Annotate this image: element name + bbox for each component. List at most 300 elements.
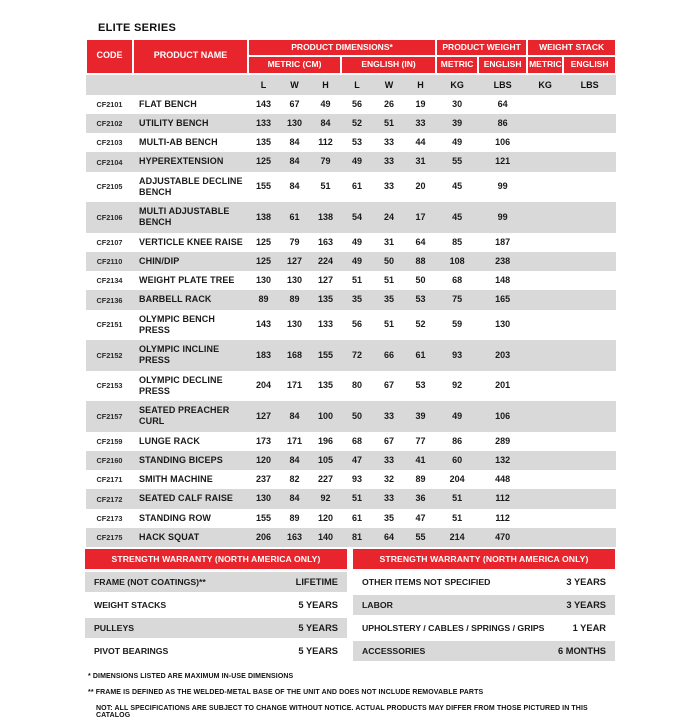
warranty-right-rows (353, 572, 615, 661)
stack-kg (527, 114, 563, 133)
table-row (86, 340, 616, 371)
dim-in-w: 64 (383, 531, 394, 542)
stack-kg (527, 271, 563, 290)
table-row (86, 271, 616, 290)
catalog-content (85, 22, 615, 728)
product-code: CF2107 (96, 237, 123, 247)
product-code: CF2160 (96, 456, 123, 465)
dim-in-w: 51 (383, 117, 394, 128)
dim-cm-h: 92 (320, 493, 331, 504)
warranty-term-value: 1 YEAR (572, 623, 606, 634)
weight-kg: 108 (449, 255, 465, 266)
dim-in-h: 47 (415, 512, 426, 523)
footnotes (88, 673, 615, 719)
dim-cm-w: 67 (289, 98, 300, 109)
dim-in-l: 35 (351, 294, 362, 305)
table-row (86, 528, 616, 547)
dim-in-l: 93 (351, 474, 362, 485)
dim-cm-w: 89 (289, 512, 300, 523)
dim-cm-w: 168 (286, 349, 303, 360)
product-code: CF2157 (96, 411, 123, 421)
table-row (86, 470, 616, 489)
table-row (86, 451, 616, 470)
stack-lbs (563, 202, 616, 233)
dim-in-w: 33 (383, 454, 394, 465)
dim-cm-l: 89 (258, 294, 269, 305)
dim-cm-l: 143 (255, 319, 272, 330)
weight-kg: 30 (452, 98, 463, 109)
product-name: FLAT BENCH (139, 98, 197, 109)
dim-in-h: 44 (415, 137, 426, 148)
warranty-term-value: 6 MONTHS (557, 646, 606, 657)
dim-in-h: 61 (415, 349, 426, 360)
stack-lbs (563, 401, 616, 432)
dim-cm-l: 130 (255, 275, 272, 286)
stack-kg (527, 371, 563, 402)
warranty-term-value: 5 YEARS (298, 600, 338, 611)
dim-cm-w: 130 (286, 319, 303, 330)
weight-lbs: 106 (495, 137, 511, 148)
stack-lbs (563, 271, 616, 290)
weight-kg: 51 (452, 512, 463, 523)
weight-kg: 93 (452, 349, 463, 360)
dim-in-l: 81 (351, 531, 362, 542)
dim-in-w: 35 (383, 294, 394, 305)
weight-lbs: 130 (495, 319, 511, 330)
dim-in-w: 33 (383, 137, 394, 148)
dim-in-w: 33 (383, 493, 394, 504)
dim-cm-h: 112 (318, 137, 333, 148)
dim-cm-h: 79 (320, 156, 331, 167)
stack-lbs (563, 252, 616, 271)
dim-cm-w: 84 (289, 181, 300, 192)
warranty-term-value: 3 YEARS (566, 577, 606, 588)
stack-kg (527, 133, 563, 152)
product-name: LUNGE RACK (139, 435, 200, 446)
dim-cm-w: 84 (289, 156, 300, 167)
stack-lbs (563, 95, 616, 114)
dim-in-h: 52 (415, 319, 426, 330)
weight-lbs: 64 (497, 98, 508, 109)
weight-kg: 49 (452, 410, 463, 421)
dim-in-l: 51 (351, 493, 362, 504)
table-row (86, 152, 616, 171)
product-name: HYPEREXTENSION (139, 156, 224, 167)
table-row (86, 371, 616, 402)
col-header-english-in: ENGLISH (IN) (341, 56, 436, 73)
weight-kg: 75 (452, 294, 463, 305)
subhead-empty-name (133, 74, 248, 95)
weight-lbs: 289 (495, 435, 511, 446)
product-name: MULTI-AB BENCH (139, 137, 218, 148)
weight-lbs: 470 (495, 531, 511, 542)
warranty-row (85, 618, 347, 638)
dim-in-l: 56 (351, 98, 362, 109)
subhead-in-l: L (341, 74, 373, 95)
weight-kg: 86 (452, 435, 463, 446)
dim-in-w: 32 (383, 474, 394, 485)
product-code: CF2175 (96, 533, 123, 542)
col-header-stack-english: ENGLISH (563, 56, 616, 73)
dim-in-h: 53 (415, 294, 426, 305)
dim-cm-w: 82 (289, 474, 300, 485)
dim-in-l: 49 (351, 156, 362, 167)
dim-in-h: 31 (415, 156, 426, 167)
dim-cm-l: 133 (255, 117, 272, 128)
stack-lbs (563, 489, 616, 508)
dim-in-w: 26 (383, 98, 394, 109)
dim-in-w: 50 (383, 255, 394, 266)
stack-kg (527, 528, 563, 547)
col-header-product-name: PRODUCT NAME (133, 39, 248, 74)
stack-kg (527, 172, 563, 203)
stack-kg (527, 509, 563, 528)
footnote: ** FRAME IS DEFINED AS THE WELDED-METAL BASE OF THE UNIT AND DOES NOT INCLUDE REMOVABLE PARTS (88, 689, 484, 697)
weight-kg: 51 (452, 493, 463, 504)
weight-lbs: 132 (495, 454, 511, 465)
weight-kg: 60 (452, 454, 463, 465)
stack-lbs (563, 432, 616, 451)
stack-lbs (563, 290, 616, 309)
warranty-section (85, 549, 615, 661)
product-code: CF2136 (96, 295, 123, 305)
product-code: CF2171 (96, 475, 123, 485)
dim-cm-h: 49 (320, 98, 331, 109)
product-name: CHIN/DIP (139, 255, 180, 266)
dim-in-l: 61 (351, 512, 362, 523)
dim-in-l: 68 (351, 435, 362, 446)
dim-cm-l: 130 (255, 493, 272, 504)
stack-kg (527, 489, 563, 508)
weight-kg: 45 (452, 211, 463, 222)
product-name: BARBELL RACK (139, 294, 212, 305)
dim-cm-w: 61 (289, 211, 300, 222)
weight-lbs: 112 (495, 493, 510, 504)
dim-in-w: 67 (383, 380, 394, 391)
subhead-cm-h: H (310, 74, 341, 95)
dim-in-w: 31 (383, 236, 394, 247)
dim-cm-w: 163 (286, 531, 303, 542)
stack-kg (527, 310, 563, 341)
dim-in-w: 66 (383, 349, 394, 360)
weight-kg: 49 (452, 137, 463, 148)
product-code: CF2103 (96, 138, 123, 148)
col-header-stack-metric: METRIC (527, 56, 563, 73)
dim-cm-h: 224 (317, 255, 334, 266)
stack-lbs (563, 528, 616, 547)
dim-in-l: 52 (351, 117, 362, 128)
col-header-weight-metric: METRIC (436, 56, 478, 73)
footnote: * DIMENSIONS LISTED ARE MAXIMUM IN-USE DIMENSIONS (88, 673, 294, 681)
stack-lbs (563, 172, 616, 203)
dim-cm-h: 163 (317, 236, 334, 247)
weight-kg: 55 (452, 156, 463, 167)
dim-cm-l: 155 (255, 181, 272, 192)
table-row (86, 401, 616, 432)
col-header-weight-stack: WEIGHT STACK (527, 39, 616, 56)
dim-cm-h: 196 (317, 435, 334, 446)
dim-cm-l: 125 (255, 255, 272, 266)
dim-cm-l: 143 (255, 98, 272, 109)
dim-cm-h: 133 (317, 319, 334, 330)
product-name: VERTICLE KNEE RAISE (139, 236, 243, 247)
dim-cm-l: 183 (255, 349, 272, 360)
dim-cm-w: 89 (289, 294, 300, 305)
header-row-measures (86, 74, 616, 95)
dim-cm-h: 105 (317, 454, 334, 465)
subhead-empty-code (86, 74, 133, 95)
dim-in-l: 72 (351, 349, 362, 360)
warranty-term-value: 5 YEARS (298, 623, 338, 634)
dim-in-h: 19 (415, 98, 426, 109)
stack-lbs (563, 340, 616, 371)
dim-in-l: 56 (351, 319, 362, 330)
subhead-in-w: W (373, 74, 405, 95)
dim-cm-h: 120 (317, 512, 334, 523)
stack-kg (527, 152, 563, 171)
product-name: UTILITY BENCH (139, 117, 209, 128)
weight-kg: 68 (452, 275, 463, 286)
dim-cm-l: 155 (255, 512, 272, 523)
dim-in-h: 17 (415, 211, 426, 222)
warranty-item-label: OTHER ITEMS NOT SPECIFIED (362, 577, 491, 588)
dim-in-h: 77 (415, 435, 426, 446)
dim-in-h: 88 (415, 255, 426, 266)
stack-kg (527, 95, 563, 114)
warranty-item-label: FRAME (NOT COATINGS)** (94, 577, 206, 588)
product-code: CF2151 (96, 320, 123, 330)
stack-lbs (563, 310, 616, 341)
table-row (86, 252, 616, 271)
dim-cm-w: 127 (286, 255, 303, 266)
product-name: SEATED CALF RAISE (139, 493, 234, 504)
table-row (86, 114, 616, 133)
stack-lbs (563, 371, 616, 402)
warranty-term-value: LIFETIME (295, 577, 338, 588)
product-name: OLYMPIC INCLINE PRESS (139, 344, 220, 366)
product-table-body (86, 95, 616, 548)
subhead-cm-w: W (279, 74, 310, 95)
dim-cm-l: 138 (255, 211, 272, 222)
dim-in-h: 39 (415, 410, 426, 421)
subhead-stack-lbs: LBS (563, 74, 616, 95)
product-name: STANDING BICEPS (139, 454, 223, 465)
product-code: CF2105 (96, 182, 123, 192)
dim-cm-l: 127 (255, 410, 272, 421)
product-code: CF2173 (96, 513, 123, 523)
weight-kg: 214 (449, 531, 465, 542)
header-row-groups (86, 39, 616, 56)
table-row (86, 489, 616, 508)
weight-kg: 39 (452, 117, 463, 128)
dim-in-h: 64 (415, 236, 426, 247)
dim-cm-h: 100 (317, 410, 334, 421)
weight-kg: 59 (452, 319, 463, 330)
dim-in-w: 24 (383, 211, 394, 222)
page-title: ELITE SERIES (98, 22, 177, 34)
table-row (86, 509, 616, 528)
weight-lbs: 121 (495, 156, 511, 167)
warranty-item-label: PIVOT BEARINGS (94, 646, 169, 657)
warranty-row (353, 618, 615, 638)
dim-in-w: 67 (383, 435, 394, 446)
dim-in-h: 20 (415, 181, 426, 192)
weight-kg: 85 (452, 236, 463, 247)
subhead-in-h: H (405, 74, 436, 95)
table-row (86, 432, 616, 451)
dim-cm-h: 155 (317, 349, 334, 360)
dim-cm-l: 120 (255, 454, 272, 465)
dim-cm-l: 237 (255, 474, 272, 485)
table-row (86, 172, 616, 203)
col-header-product-dimensions: PRODUCT DIMENSIONS* (248, 39, 436, 56)
col-header-metric-cm: METRIC (CM) (248, 56, 341, 73)
dim-cm-h: 138 (317, 211, 334, 222)
col-header-product-weight: PRODUCT WEIGHT (436, 39, 527, 56)
product-spec-table (85, 38, 617, 547)
dim-cm-l: 135 (255, 137, 272, 148)
dim-in-w: 33 (383, 181, 394, 192)
dim-cm-h: 227 (317, 474, 334, 485)
dim-cm-w: 84 (289, 137, 300, 148)
product-name: HACK SQUAT (139, 531, 200, 542)
dim-cm-w: 84 (289, 410, 300, 421)
dim-in-l: 53 (351, 137, 362, 148)
dim-in-w: 35 (383, 512, 394, 523)
product-code: CF2153 (96, 381, 123, 391)
product-name: SMITH MACHINE (139, 474, 213, 485)
subhead-weight-kg: KG (436, 74, 478, 95)
stack-kg (527, 290, 563, 309)
stack-kg (527, 401, 563, 432)
dim-cm-h: 127 (317, 275, 334, 286)
warranty-item-label: LABOR (362, 600, 393, 611)
warranty-row (353, 595, 615, 615)
warranty-row (85, 572, 347, 592)
stack-kg (527, 470, 563, 489)
stack-lbs (563, 133, 616, 152)
dim-in-w: 33 (383, 156, 394, 167)
stack-kg (527, 233, 563, 252)
weight-lbs: 238 (495, 255, 511, 266)
table-row (86, 290, 616, 309)
product-name: WEIGHT PLATE TREE (139, 275, 235, 286)
table-row (86, 202, 616, 233)
stack-kg (527, 202, 563, 233)
weight-lbs: 165 (495, 294, 511, 305)
dim-cm-w: 171 (286, 380, 303, 391)
dim-cm-h: 84 (320, 117, 331, 128)
warranty-table-left (85, 549, 347, 661)
dim-in-w: 51 (383, 319, 394, 330)
product-code: CF2104 (96, 157, 123, 167)
dim-cm-h: 135 (317, 294, 334, 305)
warranty-row (353, 641, 615, 661)
weight-lbs: 86 (497, 117, 508, 128)
dim-in-h: 50 (415, 275, 426, 286)
weight-lbs: 201 (495, 380, 511, 391)
dim-in-l: 49 (351, 255, 362, 266)
subhead-cm-l: L (248, 74, 279, 95)
footnote: NOT: ALL SPECIFICATIONS ARE SUBJECT TO CHANGE WITHOUT NOTICE. ACTUAL PRODUCTS MAY DIFFER FROM THOSE PICTURED IN THIS CATALOG (96, 705, 588, 720)
table-row (86, 233, 616, 252)
product-code: CF2159 (96, 436, 123, 446)
warranty-row (353, 572, 615, 592)
warranty-item-label: PULLEYS (94, 623, 135, 634)
dim-cm-w: 84 (289, 454, 300, 465)
dim-in-l: 51 (351, 275, 362, 286)
stack-lbs (563, 451, 616, 470)
stack-lbs (563, 233, 616, 252)
stack-lbs (563, 470, 616, 489)
dim-cm-w: 84 (289, 493, 300, 504)
dim-in-l: 61 (351, 181, 362, 192)
table-header (86, 39, 616, 95)
product-name: ADJUSTABLE DECLINE BENCH (139, 175, 243, 197)
dim-in-l: 54 (351, 211, 362, 222)
dim-in-h: 89 (415, 474, 426, 485)
product-code: CF2102 (96, 119, 123, 128)
dim-in-h: 36 (415, 493, 426, 504)
warranty-term-value: 3 YEARS (566, 600, 606, 611)
table-row (86, 310, 616, 341)
warranty-table-right (353, 549, 615, 661)
dim-in-l: 50 (351, 410, 362, 421)
dim-in-h: 55 (415, 531, 426, 542)
dim-cm-h: 51 (320, 181, 331, 192)
col-header-code: CODE (86, 39, 133, 74)
dim-in-l: 47 (351, 454, 362, 465)
col-header-weight-english: ENGLISH (478, 56, 527, 73)
product-name: SEATED PREACHER CURL (139, 405, 230, 427)
product-code: CF2172 (96, 494, 123, 504)
dim-cm-l: 206 (255, 531, 272, 542)
product-name: STANDING ROW (139, 512, 212, 523)
stack-kg (527, 451, 563, 470)
stack-kg (527, 252, 563, 271)
dim-cm-l: 173 (255, 435, 272, 446)
dim-cm-w: 130 (286, 117, 303, 128)
stack-lbs (563, 114, 616, 133)
weight-lbs: 148 (495, 275, 511, 286)
dim-in-h: 53 (415, 380, 426, 391)
product-code: CF2152 (96, 350, 123, 360)
weight-lbs: 99 (497, 181, 508, 192)
stack-lbs (563, 152, 616, 171)
warranty-item-label: UPHOLSTERY / CABLES / SPRINGS / GRIPS (362, 623, 545, 634)
warranty-term-value: 5 YEARS (298, 646, 338, 657)
dim-cm-h: 135 (317, 380, 334, 391)
weight-kg: 92 (452, 380, 463, 391)
dim-cm-w: 130 (286, 275, 303, 286)
weight-lbs: 187 (495, 236, 511, 247)
product-name: OLYMPIC BENCH PRESS (139, 313, 215, 335)
warranty-right-title: STRENGTH WARRANTY (NORTH AMERICA ONLY) (353, 549, 615, 569)
dim-in-w: 51 (383, 275, 394, 286)
warranty-row (85, 595, 347, 615)
dim-in-h: 33 (415, 117, 426, 128)
dim-cm-l: 204 (255, 380, 272, 391)
dim-cm-h: 140 (317, 531, 334, 542)
dim-in-w: 33 (383, 410, 394, 421)
stack-lbs (563, 509, 616, 528)
weight-lbs: 112 (495, 512, 510, 523)
table-row (86, 95, 616, 114)
subhead-stack-kg: KG (527, 74, 563, 95)
dim-cm-l: 125 (255, 156, 272, 167)
dim-cm-l: 125 (255, 236, 272, 247)
dim-in-l: 80 (351, 380, 362, 391)
